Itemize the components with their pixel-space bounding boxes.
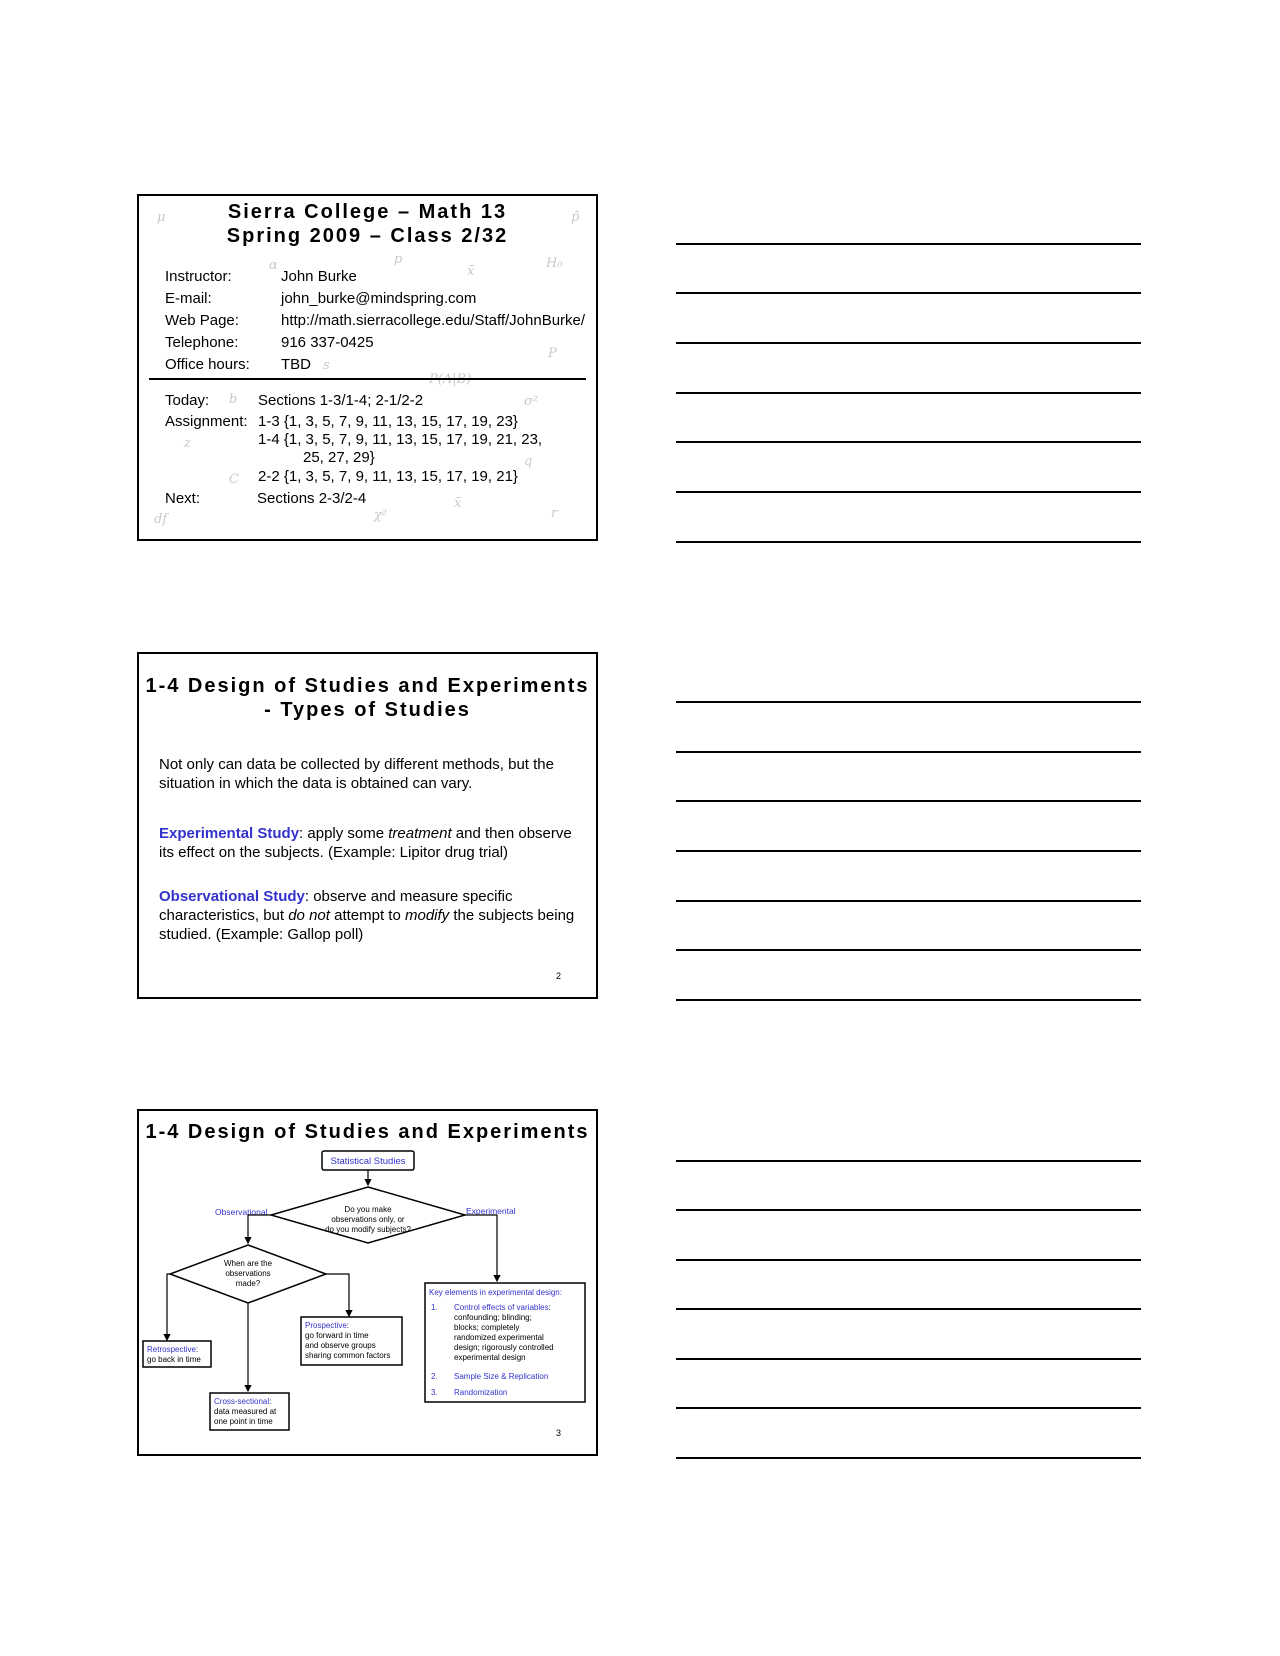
next-label: Next: — [165, 490, 201, 507]
statistical-studies-label: Statistical Studies — [330, 1156, 406, 1167]
background-symbol: χ² — [374, 508, 388, 523]
slide-3 — [137, 1109, 598, 1456]
study-flowchart — [139, 1111, 596, 1454]
note-line — [676, 850, 1141, 852]
office-hours: TBD — [281, 356, 311, 373]
background-symbol: df — [154, 512, 168, 527]
note-line — [676, 800, 1141, 802]
key-item-3: Randomization — [454, 1388, 508, 1397]
slide-title — [139, 200, 596, 248]
background-symbol: p̂ — [571, 210, 580, 225]
title-line-1: Sierra College – Math 13 — [227, 201, 508, 223]
text-run: and then observe its effect on the subjects. (Example: Lipitor drug trial) — [159, 825, 572, 861]
retrospective-term-line — [147, 1345, 198, 1354]
note-line — [676, 1209, 1141, 1211]
key-item-number: 3. — [431, 1388, 438, 1397]
background-symbol: μ — [157, 210, 166, 225]
note-line — [676, 1308, 1141, 1310]
observational-study-term: Observational Study — [159, 888, 305, 905]
key-item-1-term-line — [454, 1303, 551, 1312]
experimental-branch-label: Experimental — [466, 1206, 516, 1216]
key-item-1-desc: confounding; blinding; — [454, 1313, 532, 1322]
key-item-2: Sample Size & Replication — [454, 1372, 549, 1381]
page-number: 2 — [556, 971, 562, 981]
assignment-1-4: 1-4 {1, 3, 5, 7, 9, 11, 13, 15, 17, 19, 21, 23, — [258, 431, 543, 448]
title-line-2: Spring 2009 – Class 2/32 — [226, 225, 509, 247]
note-line — [676, 441, 1141, 443]
note-line — [676, 900, 1141, 902]
decision-text: do you modify subjects? — [325, 1225, 411, 1234]
connector — [326, 1274, 349, 1316]
telephone: 916 337-0425 — [281, 334, 374, 351]
do-not-emphasis: do not — [288, 907, 330, 924]
cross-sectional-desc: data measured at — [214, 1407, 277, 1416]
note-line — [676, 999, 1141, 1001]
web-page-link[interactable]: http://math.sierracollege.edu/Staff/JohnBurke/ — [281, 312, 586, 329]
intro-paragraph: Not only can data be collected by different methods, but the situation in which the data is obtained can vary. — [159, 756, 554, 792]
next-value: Sections 2-3/2-4 — [257, 490, 367, 507]
text-run: : observe and measure specific characteristics, but — [159, 888, 513, 924]
background-symbol: σ² — [524, 394, 539, 409]
background-symbol: b — [229, 392, 238, 407]
key-item-number: 2. — [431, 1372, 438, 1381]
email-link[interactable]: john_burke@mindspring.com — [281, 290, 477, 307]
connector — [167, 1274, 170, 1340]
note-line — [676, 243, 1141, 245]
prospective-desc: and observe groups — [305, 1341, 376, 1350]
background-symbol: P(A|B) — [429, 372, 472, 387]
retrospective-desc: go back in time — [147, 1355, 201, 1364]
decision-text: When are the — [223, 1259, 273, 1268]
slide-2 — [137, 652, 598, 999]
today-label: Today: — [165, 392, 210, 409]
cross-sectional-desc: one point in time — [214, 1417, 273, 1426]
observational-branch-label: Observational — [215, 1207, 268, 1217]
today-value: Sections 1-3/1-4; 2-1/2-2 — [258, 392, 424, 409]
key-item-1-desc: design; rigorously controlled — [454, 1343, 554, 1352]
background-symbol: z — [184, 436, 191, 451]
prospective-desc: go forward in time — [305, 1331, 369, 1340]
key-item-1-desc: randomized experimental — [454, 1333, 544, 1342]
prospective-term: Prospective — [305, 1321, 347, 1330]
colon: : — [548, 1303, 551, 1312]
connector — [248, 1215, 271, 1243]
info-label: Web Page: — [165, 312, 239, 329]
note-line — [676, 491, 1141, 493]
info-label: E-mail: — [165, 290, 212, 307]
observational-study-paragraph — [159, 887, 589, 944]
note-line — [676, 1358, 1141, 1360]
assignment-1-4-cont: 25, 27, 29} — [303, 449, 375, 466]
background-symbol: P — [548, 346, 557, 361]
text-run: : apply some — [299, 825, 389, 842]
background-symbol: q — [524, 454, 533, 469]
key-item-1-term: Control effects of variables — [454, 1303, 549, 1312]
note-line — [676, 292, 1141, 294]
note-line — [676, 751, 1141, 753]
prospective-term-line — [305, 1321, 349, 1330]
assignment-label: Assignment: — [165, 413, 248, 430]
assignment-1-3: 1-3 {1, 3, 5, 7, 9, 11, 13, 15, 17, 19, 23} — [258, 413, 518, 430]
key-item-1-desc: experimental design — [454, 1353, 526, 1362]
note-line — [676, 949, 1141, 951]
background-symbol: p — [394, 252, 403, 267]
key-item-1-desc: blocks; completely — [454, 1323, 520, 1332]
decision-text: Do you make — [344, 1205, 392, 1214]
slide-title — [139, 674, 596, 722]
background-symbol: C — [229, 472, 239, 487]
slide-title: 1-4 Design of Studies and Experiments — [145, 1121, 590, 1143]
page-number: 3 — [556, 1428, 562, 1438]
retrospective-term: Retrospective — [147, 1345, 196, 1354]
treatment-emphasis: treatment — [388, 825, 452, 842]
info-label: Office hours: — [165, 356, 250, 373]
info-label: Telephone: — [165, 334, 239, 351]
prospective-desc: sharing common factors — [305, 1351, 391, 1360]
note-line — [676, 1259, 1141, 1261]
key-item-number: 1. — [431, 1303, 438, 1312]
note-line — [676, 1160, 1141, 1162]
assignment-2-2: 2-2 {1, 3, 5, 7, 9, 11, 13, 15, 17, 19, 21} — [258, 468, 518, 485]
background-symbol: α — [269, 258, 278, 273]
note-line — [676, 1457, 1141, 1459]
text-run: attempt to — [329, 907, 405, 924]
instructor-name: John Burke — [281, 268, 357, 285]
note-line — [676, 392, 1141, 394]
note-line — [676, 541, 1141, 543]
divider — [149, 378, 586, 380]
decision-text: observations only, or — [331, 1215, 405, 1224]
background-symbol: r — [551, 506, 558, 521]
colon: : — [269, 1397, 272, 1406]
cross-sectional-term: Cross-sectional — [214, 1397, 270, 1406]
title-line-2: - Types of Studies — [264, 699, 471, 721]
background-symbol: x̄ — [454, 496, 462, 511]
title-line-1: 1-4 Design of Studies and Experiments — [145, 675, 590, 697]
slide-1 — [137, 194, 598, 541]
background-symbol: H₀ — [546, 256, 563, 271]
note-line — [676, 342, 1141, 344]
modify-emphasis: modify — [404, 907, 450, 924]
info-label: Instructor: — [165, 268, 232, 285]
cross-sectional-term-line — [214, 1397, 271, 1406]
note-line — [676, 701, 1141, 703]
key-elements-title: Key elements in experimental design: — [429, 1288, 562, 1297]
decision-text: observations — [225, 1269, 271, 1278]
connector — [465, 1215, 497, 1281]
background-symbol: s — [323, 358, 330, 373]
experimental-study-paragraph — [159, 824, 589, 862]
text-run: the subjects being studied. (Example: Gallop poll) — [159, 907, 575, 943]
experimental-study-term: Experimental Study — [159, 825, 300, 842]
colon: : — [195, 1345, 199, 1354]
background-symbol: x̄ — [467, 264, 475, 279]
colon: : — [346, 1321, 350, 1330]
decision-text: made? — [235, 1279, 261, 1288]
note-line — [676, 1407, 1141, 1409]
